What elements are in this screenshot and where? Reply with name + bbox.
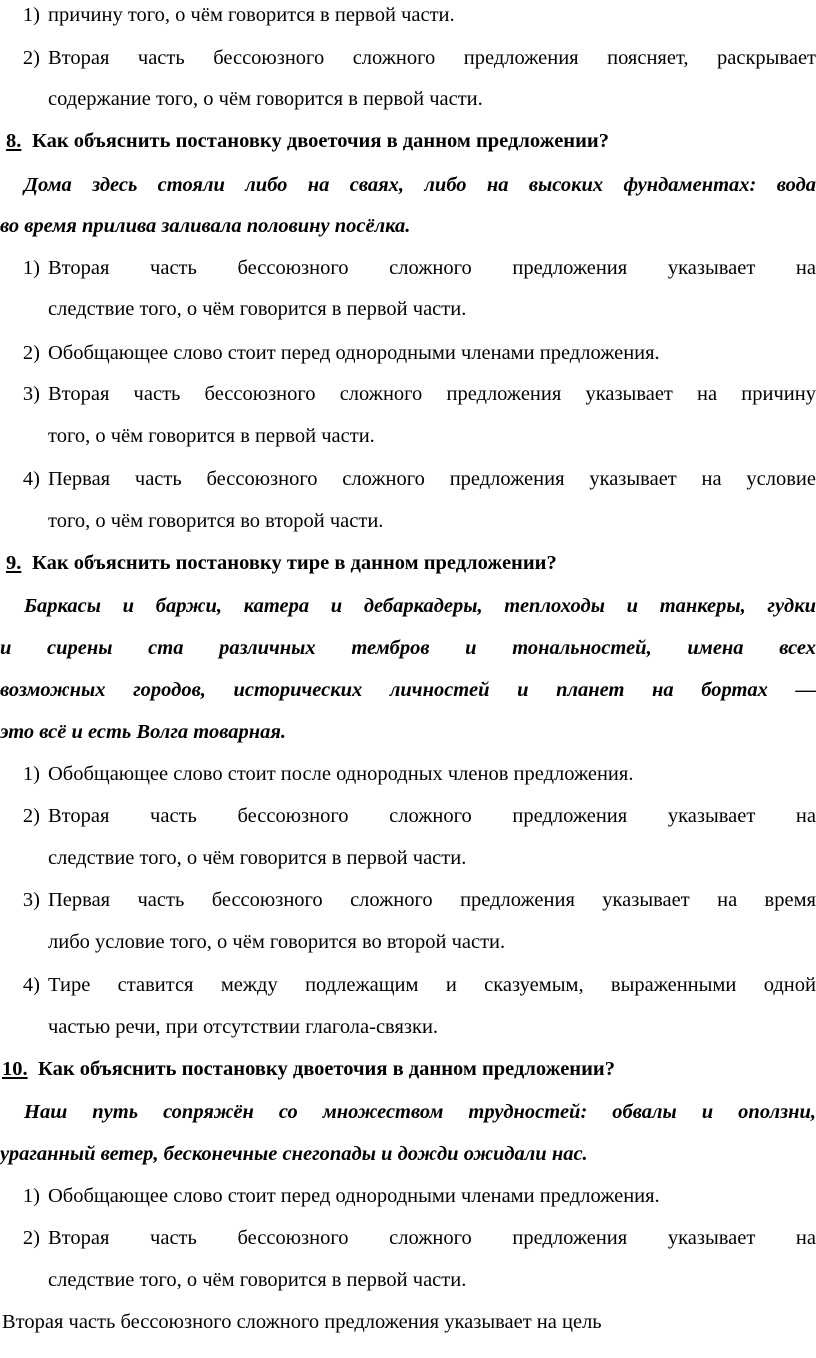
list-item bbox=[0, 801, 816, 831]
option-text: частью речи, при отсутствии глагола-связки. bbox=[48, 1016, 439, 1038]
question-number: 8. bbox=[6, 130, 22, 152]
question-heading bbox=[0, 548, 816, 578]
question-text: Как объяснить постановку двоеточия в данном предложении? bbox=[38, 1058, 615, 1080]
list-item bbox=[0, 885, 816, 915]
option-number: 2) bbox=[22, 47, 40, 69]
question-text: Как объяснить постановку тире в данном предложении? bbox=[32, 552, 557, 574]
option-text: следствие того, о чём говорится в первой части. bbox=[48, 298, 467, 320]
option-text: Первая часть бессоюзного сложного предложения указывает на время bbox=[48, 889, 816, 911]
list-item-continuation bbox=[0, 927, 816, 957]
option-text: следствие того, о чём говорится в первой части. bbox=[48, 1269, 467, 1291]
option-text: Вторая часть бессоюзного сложного предложения указывает на bbox=[48, 257, 816, 279]
option-text: Обобщающее слово стоит после однородных членов предложения. bbox=[48, 763, 634, 785]
list-item-continuation bbox=[0, 1012, 816, 1042]
list-item bbox=[0, 338, 816, 368]
example-sentence: Дома здесь стояли либо на сваях, либо на высоких фундаментах: вода bbox=[24, 174, 816, 196]
example-sentence: Наш путь сопряжён со множеством трудностей: обвалы и оползни, bbox=[24, 1101, 816, 1123]
option-text: Обобщающее слово стоит перед однородными членами предложения. bbox=[48, 1185, 660, 1207]
list-item-continuation bbox=[0, 506, 816, 536]
question-heading bbox=[0, 126, 816, 156]
option-number: 3) bbox=[22, 383, 40, 405]
option-text: того, о чём говорится во второй части. bbox=[48, 510, 384, 532]
option-number: 4) bbox=[22, 974, 40, 996]
list-item bbox=[0, 1181, 816, 1211]
option-text: либо условие того, о чём говорится во второй части. bbox=[48, 931, 506, 953]
paragraph-text: Вторая часть бессоюзного сложного предложения указывает на цель bbox=[2, 1311, 602, 1333]
option-number: 3) bbox=[22, 889, 40, 911]
list-item bbox=[0, 759, 816, 789]
option-number: 1) bbox=[22, 4, 40, 26]
option-text: Обобщающее слово стоит перед однородными членами предложения. bbox=[48, 342, 660, 364]
option-text: Вторая часть бессоюзного сложного предложения указывает на bbox=[48, 805, 816, 827]
example-sentence: во время прилива заливала половину посёлка. bbox=[0, 215, 411, 237]
option-number: 4) bbox=[22, 468, 40, 490]
list-item-continuation bbox=[0, 84, 816, 114]
option-number: 1) bbox=[22, 257, 40, 279]
list-item-continuation bbox=[0, 294, 816, 324]
example-sentence: Баркасы и баржи, катера и дебаркадеры, теплоходы и танкеры, гудки bbox=[24, 595, 816, 617]
question-text: Как объяснить постановку двоеточия в данном предложении? bbox=[32, 130, 609, 152]
option-text: Первая часть бессоюзного сложного предложения указывает на условие bbox=[48, 468, 816, 490]
option-number: 2) bbox=[22, 1227, 40, 1249]
option-text: Тире ставится между подлежащим и сказуемым, выраженными одной bbox=[48, 974, 816, 996]
list-item bbox=[0, 464, 816, 494]
question-number: 10. bbox=[2, 1058, 28, 1080]
option-text: содержание того, о чём говорится в первой части. bbox=[48, 88, 483, 110]
option-text: Вторая часть бессоюзного сложного предложения указывает на bbox=[48, 1227, 816, 1249]
list-item-continuation bbox=[0, 843, 816, 873]
list-item bbox=[0, 379, 816, 409]
list-item bbox=[0, 43, 816, 73]
example-sentence: и сирены ста различных тембров и тональностей, имена всех bbox=[0, 637, 816, 659]
option-text: причину того, о чём говорится в первой части. bbox=[48, 4, 455, 26]
list-item bbox=[0, 0, 816, 30]
list-item bbox=[0, 253, 816, 283]
list-item-continuation bbox=[0, 421, 816, 451]
example-sentence: это всё и есть Волга товарная. bbox=[0, 721, 287, 743]
list-item bbox=[0, 970, 816, 1000]
option-text: Вторая часть бессоюзного сложного предложения поясняет, раскрывает bbox=[48, 47, 816, 69]
list-item-continuation bbox=[0, 1265, 816, 1295]
option-number: 2) bbox=[22, 805, 40, 827]
example-sentence: ураганный ветер, бесконечные снегопады и дожди ожидали нас. bbox=[0, 1143, 588, 1165]
option-text: Вторая часть бессоюзного сложного предложения указывает на причину bbox=[48, 383, 816, 405]
question-number: 9. bbox=[6, 552, 22, 574]
option-number: 2) bbox=[22, 342, 40, 364]
question-heading bbox=[0, 1054, 816, 1084]
option-number: 1) bbox=[22, 1185, 40, 1207]
trailing-text bbox=[0, 1307, 816, 1337]
example-sentence: возможных городов, исторических личностей и планет на бортах — bbox=[0, 679, 816, 701]
list-item bbox=[0, 1223, 816, 1253]
option-text: следствие того, о чём говорится в первой части. bbox=[48, 847, 467, 869]
option-text: того, о чём говорится в первой части. bbox=[48, 425, 375, 447]
option-number: 1) bbox=[22, 763, 40, 785]
